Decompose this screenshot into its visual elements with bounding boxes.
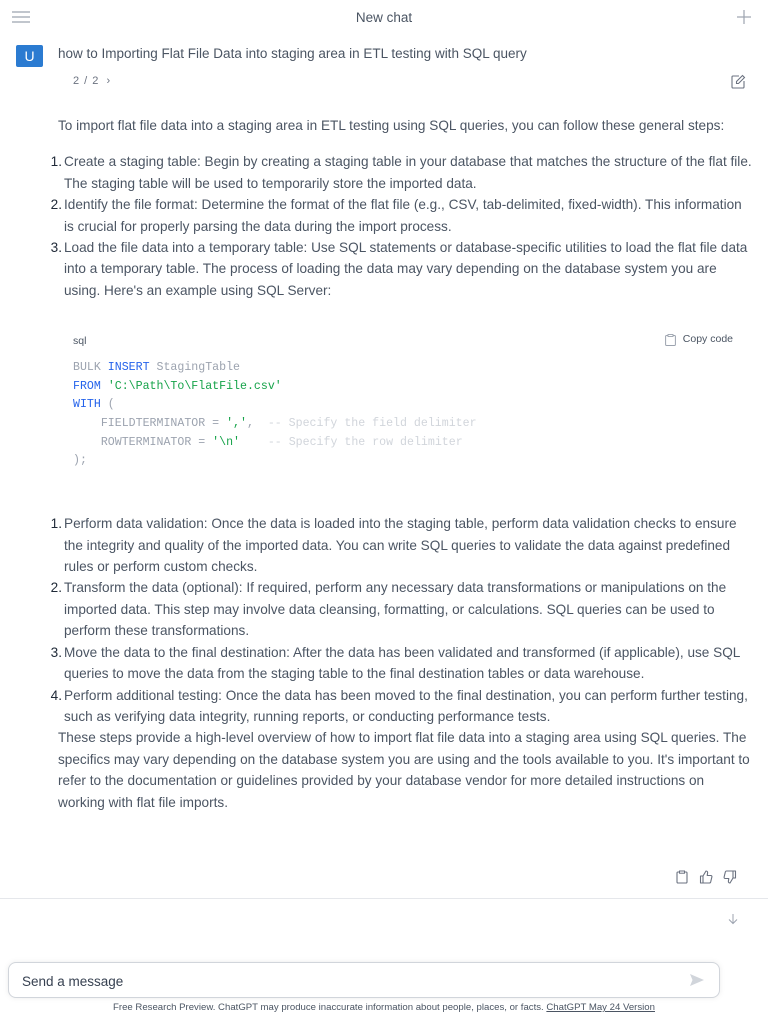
list-number: 4. (50, 687, 62, 703)
answer-intro: To import flat file data into a staging area in ETL testing using SQL queries, you can follow these general steps: (58, 118, 725, 133)
message-input[interactable] (20, 963, 664, 999)
list-number: 3. (50, 644, 62, 660)
version-link[interactable]: ChatGPT May 24 Version (546, 1002, 655, 1013)
list-text: Move the data to the final destination: After the data has been validated and transformed (if applicable), use SQL queries to move the data from the staging table to the final destination tables or data warehouse. (64, 644, 740, 682)
user-message: how to Importing Flat File Data into staging area in ETL testing with SQL query (58, 46, 527, 61)
answer-actions (675, 870, 737, 884)
page-title: New chat (355, 10, 413, 25)
list-item (50, 237, 752, 301)
code-language: sql (73, 335, 87, 348)
plus-icon[interactable] (736, 9, 752, 25)
steps-list-2 (50, 513, 752, 727)
message-composer (8, 962, 720, 998)
pager-count: 2 / 2 (73, 75, 100, 87)
list-number: 1. (50, 154, 62, 170)
divider (0, 898, 768, 899)
footer-text: Free Research Preview. ChatGPT may produce inaccurate information about people, places, or facts. (113, 1002, 547, 1013)
clipboard-icon (665, 334, 676, 346)
list-number: 2. (50, 580, 62, 596)
list-number: 3. (50, 240, 62, 256)
list-text: Load the file data into a temporary table: Use SQL statements or database-specific utilities to load the flat file data into a temporary table. The process of loading the data may vary depending on the database system you are using. Here's an example using SQL Server: (64, 240, 748, 298)
list-item (50, 642, 752, 685)
thumbs-up-icon[interactable] (699, 870, 713, 884)
code-block (57, 315, 747, 483)
avatar: U (16, 45, 43, 67)
list-text: Create a staging table: Begin by creating a staging table in your database that matches the structure of the flat file. The staging table will be used to temporarily store the imported data. (64, 154, 752, 191)
thumbs-down-icon[interactable] (723, 870, 737, 884)
footer-disclaimer (0, 1002, 768, 1013)
list-item (50, 577, 752, 641)
list-text: Perform data validation: Once the data is loaded into the staging table, perform data validation checks to ensure the integrity and quality of the imported data. You can write SQL queries to validate the data against predefined rules or perform custom checks. (64, 516, 737, 575)
top-bar (0, 0, 768, 35)
answer-outro: These steps provide a high-level overview of how to import flat file data into a staging area using SQL queries. The specifics may vary depending on the database system you are using and the tools available to you. It's important to refer to the documentation or guidelines provided by your database vendor for more detailed instructions on working with flat file imports. (58, 730, 750, 810)
list-text: Transform the data (optional): If required, perform any necessary data transformations or manipulations on the imported data. This step may involve data cleansing, formatting, or calculations. SQL queries can be used to perform these transformations. (64, 580, 727, 639)
list-text: Perform additional testing: Once the data has been moved to the final destination, you can perform further testing, such as verifying data integrity, running reports, or conducting performance tests. (64, 687, 748, 724)
list-number: 1. (50, 516, 62, 532)
send-icon[interactable] (689, 973, 705, 987)
list-item (50, 513, 752, 577)
clipboard-icon[interactable] (675, 870, 689, 884)
list-item (50, 194, 752, 237)
list-text: Identify the file format: Determine the format of the flat file (e.g., CSV, tab-delimited, fixed-width). This information is crucial for properly parsing the data during the import process. (64, 197, 742, 234)
scroll-down-icon[interactable] (727, 913, 739, 925)
response-pager[interactable] (73, 75, 111, 87)
edit-icon[interactable] (730, 74, 746, 90)
list-item (50, 685, 752, 728)
steps-list-1 (50, 151, 752, 301)
assistant-answer (50, 115, 752, 813)
pager-next-button[interactable]: › (106, 75, 112, 87)
copy-code-label: Copy code (682, 333, 733, 346)
list-item (50, 151, 752, 194)
copy-code-button[interactable] (665, 329, 733, 350)
code-content[interactable]: BULK INSERT StagingTable FROM 'C:\Path\To\FlatFile.csv' WITH ( FIELDTERMINATOR = ',', -- Specify the field delimiter ROWTERMINATOR = '\n' -- Specify the row delimiter ); (73, 361, 477, 468)
list-number: 2. (50, 197, 62, 213)
